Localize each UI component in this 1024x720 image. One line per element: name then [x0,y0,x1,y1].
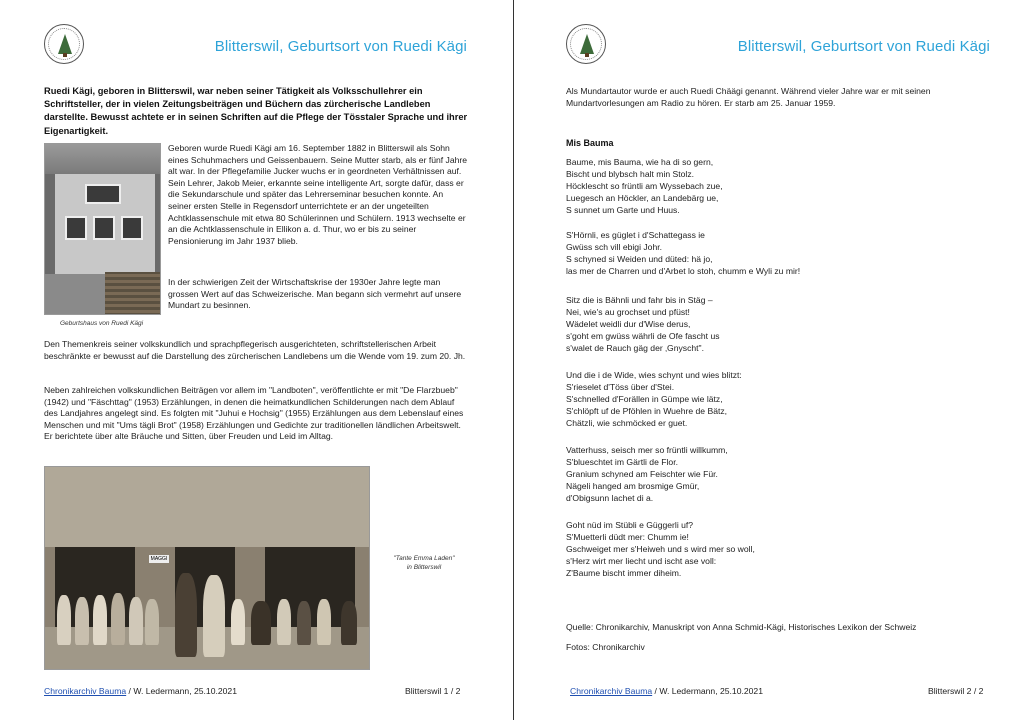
page-footer [570,686,763,696]
page-title: Blitterswil, Geburtsort von Ruedi Kägi [214,38,467,55]
biography-paragraph-5: Als Mundartautor wurde er auch Ruedi Chäägi genannt. Während vieler Jahre war er mit seinen Mundartvorlesungen am Radio zu hören. Er starb am 25. Januar 1959. [566,86,931,108]
chronikarchiv-logo-icon [44,24,84,64]
birth-house-caption: Geburtshaus von Ruedi Kägi [60,320,144,327]
footer-author-date: / W. Ledermann, 25.10.2021 [126,686,237,696]
biography-paragraph-3: Den Themenkreis seiner volkskundlich und sprachpflegerisch ausgerichteten, schriftstellerischen Arbeit beschränkte er bewusst auf die Darstellung des zürcherischen Landlebens um die Wende vom 19. zum 20. Jh. [44,339,466,361]
birth-house-photo [44,143,161,315]
shop-caption: "Tante Emma Laden" in Blitterswil [393,555,455,571]
biography-paragraph-4: Neben zahlreichen volkskundlichen Beiträgen vor allem im "Landboten", veröffentlichte er mit "De Flarzbueb" (1942) und "Fäschttag" (1953) Erzählungen, in denen die heimatkundlichen Schilderungen nach dem Ablauf des Landjahres angelegt sind. Es folgten mit "Juhui e Hochsig" (1955) Erzählungen aus dem Lebenslauf eines Menschen und mit "Ums tägli Brot" (1958) Erzählungen und Gedichte zur traditionellen ländlichen Arbeitswelt. Er berichtete über alte Bräuche und Sitten, über Freuden und Leid im Alltag. [44,385,464,442]
photos-credit: Fotos: Chronikarchiv [566,642,645,652]
poem-stanza: Und die i de Wide, wies schynt und wies blitzt: S'rieselet d'Töss über d'Stei. S'schnelled d'Forällen in Gümpe wie lätz, S'chlöpft uf de Pföhlen in Wuehre de Bätz, Chätzli, wie schmöcked er guet. [566,370,742,428]
intro-paragraph: Ruedi Kägi, geboren in Blitterswil, war neben seiner Tätigkeit als Volksschullehrer ein Schriftsteller, der in vielen Zeitungsbeiträgen und Büchern das zürcherische Landleben darstellte. Bewusst achtete er in seinen Schriften auf die Pflege der Tösstaler Sprache und ihrer Eigenartigkeit. [44,86,468,136]
footer-author-date: / W. Ledermann, 25.10.2021 [652,686,763,696]
poem-stanza: Vatterhuss, seisch mer so früntli willkumm, S'blueschtet im Gärtli de Flor. Granium schyned am Feischter wie Für. Nägeli hanged am brosmige Gmür, d'Obigsunn lachet di a. [566,445,728,503]
page-number: Blitterswil 2 / 2 [928,686,984,696]
biography-paragraph-2: In der schwierigen Zeit der Wirtschaftskrise der 1930er Jahre legte man grossen Wert auf das Schweizerische. Man begann sich vermehrt auf unsere Mundart zu besinnen. [168,277,462,311]
chronikarchiv-link[interactable]: Chronikarchiv Bauma [570,686,653,696]
poem-title: Mis Bauma [566,138,614,148]
shop-sign: MAGGI [150,556,168,562]
poem-stanza: S'Hörnli, es güglet i d'Schattegass ie Gwüss sch vill ebigi Johr. S schyned si Weiden und düted: hä jo, las mer de Charren und d'Arbet lo stoh, chumm e Wyli zu mir! [566,230,801,276]
poem-stanza: Goht nüd im Stübli e Güggerli uf? S'Muetterli düdt mer: Chumm ie! Gschweiget mer s'Heiweh und s wird mer so woll, s'Herz wirt mer liecht und ischt ase voll: Z'Baume bischt immer diheim. [566,520,755,578]
document-page-2 [516,0,1024,720]
poem-stanza: Baume, mis Bauma, wie ha di so gern, Bischt und blybsch halt min Stolz. Höcklescht so früntli am Wyssebach zue, Luegesch an Höckler, an Landebärg ue, S sunnet um Garte und Huus. [566,157,723,215]
biography-paragraph-1: Geboren wurde Ruedi Kägi am 16. September 1882 in Blitterswil als Sohn eines Schuhmachers und Geissenbauern. Seine Mutter starb, als er fünf Jahre alt war. In der Pflegefamilie Jucker wuchs er in geordneten Verhältnissen auf. Sein Lehrer, Jakob Meier, erkannte seine intelligente Art, sorgte dafür, dass er die Sekundarschule und später das Lehrerseminar besuchen konnte. An seiner ersten Stelle in Regensdorf unterrichtete er an der ungeteilten Achtklassenschule mit etwa 80 Schülerinnen und Schülern. 1913 wechselte er an die Achtklassenschule in Ellikon a. d. Thur, wo er bis zu seiner Pensionierung im Jahr 1937 blieb. [168,143,468,246]
chronikarchiv-logo-icon [566,24,606,64]
poem-stanza: Sitz die is Bähnli und fahr bis in Stäg – Nei, wie's au grochset und pfüst! Wädelet weidli dur d'Wise derus, s'goht em gwüss währli de Ofe fascht us s'walet de Rauch gäg der ‚Gnyscht". [566,295,720,353]
page-title: Blitterswil, Geburtsort von Ruedi Kägi [737,38,990,55]
page-footer [44,686,237,696]
source-line: Quelle: Chronikarchiv, Manuskript von Anna Schmid-Kägi, Historisches Lexikon der Schweiz [566,622,917,632]
chronikarchiv-link[interactable]: Chronikarchiv Bauma [44,686,127,696]
shop-photo [44,466,370,670]
page-number: Blitterswil 1 / 2 [405,686,461,696]
